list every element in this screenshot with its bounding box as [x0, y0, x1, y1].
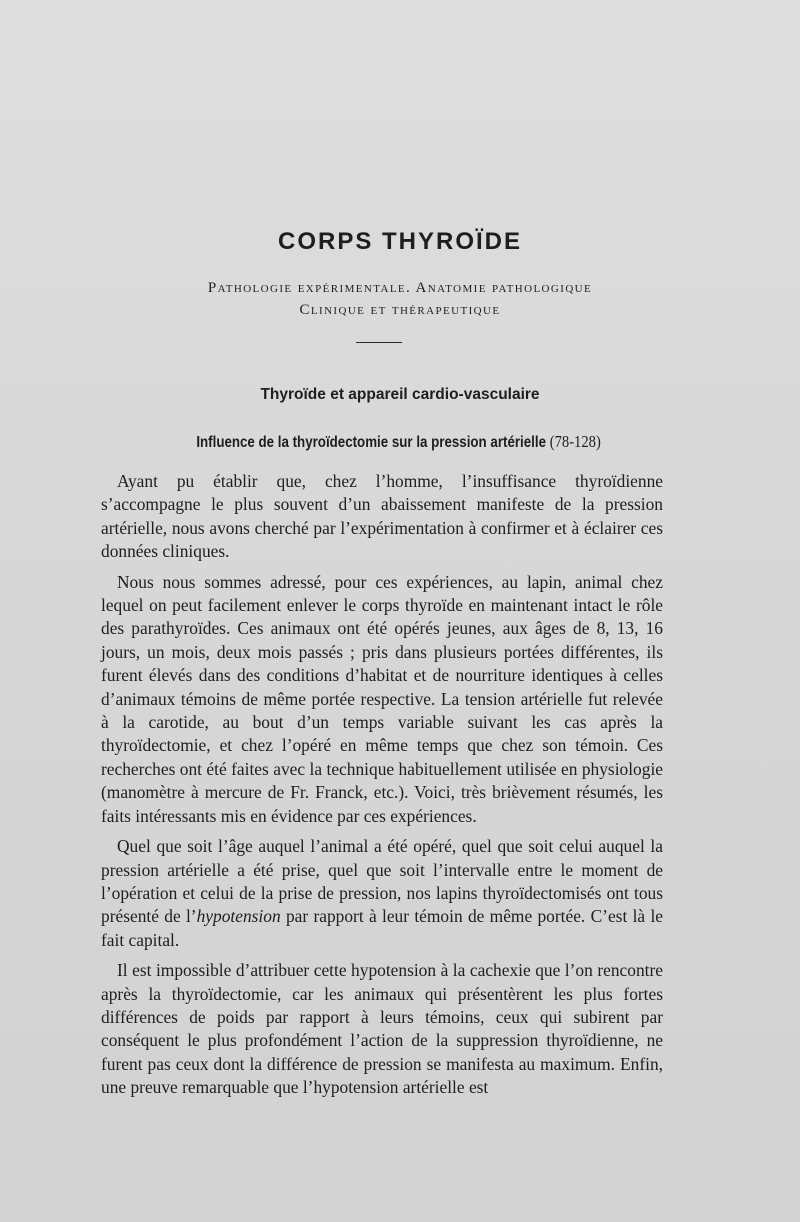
paragraph-3-emphasis: hypotension	[196, 906, 281, 927]
paragraph-4: Il est impossible d’attribuer cette hypotension à la cachexie que l’on rencontre après la thyroïdectomie, car les animaux qui présentèrent les plus fortes différences de poids par rapport à leurs témoins, ceux qui subirent par conséquent le plus profondément l’action de la suppression thyroïdienne, ne furent pas ceux dont la différence de pression se manifesta au maximum. Enfin, une preuve remarquable que l’hypotension artérielle est	[101, 960, 663, 1098]
subheading-line-1: Pathologie expérimentale. Anatomie pathologique	[207, 280, 593, 296]
paragraph-2: Nous nous sommes adressé, pour ces expériences, au lapin, animal chez lequel on peut facilement enlever le corps thyroïde en maintenant intact le rôle des parathyroïdes. Ces animaux ont été opérés jeunes, aux âges de 8, 13, 16 jours, un mois, deux mois passés ; pris dans plusieurs portées différentes, ils furent élevés dans des conditions d’habitat et de nourriture identiques à celles d’animaux témoins de même portée respective. La tension artérielle fut relevée à la carotide, au bout d’un temps variable suivant les cas après la thyroïdectomie, et chez l’opéré en même temps que chez son témoin. Ces recherches ont été faites avec la technique habituellement utilisée en physiologie (manomètre à mercure de Fr. Franck, etc.). Voici, très brièvement résumés, les faits intéressants mis en évidence par ces expériences.	[101, 571, 663, 826]
subsection-reference: (78-128)	[549, 432, 601, 451]
divider-rule	[356, 342, 402, 343]
paragraph-1: Ayant pu établir que, chez l’homme, l’insuffisance thyroïdienne s’accompagne le plus souvent d’un abaissement manifeste de la pression artérielle, nous avons cherché par l’expérimentation à confirmer et à éclairer ces données cliniques.	[101, 471, 663, 562]
chapter-title: CORPS THYROÏDE	[277, 228, 523, 255]
subheading-line-2: Clinique et thérapeutique	[299, 302, 501, 318]
body-text	[101, 470, 663, 1100]
paragraph-3-text-after: par rapport à leur témoin de même portée. C’est là le fait capital.	[101, 906, 663, 950]
subsection-title	[55, 432, 743, 452]
paragraph-3-text-before: Quel que soit l’âge auquel l’animal a été opéré, quel que soit celui auquel la pression artérielle a été prise, quel que soit l’intervalle entre le moment de l’opération et celui de la prise de pression, nos lapins thyroïdectomisés ont tous présenté de l’	[101, 836, 663, 927]
subsection-title-text: Influence de la thyroïdectomie sur la pression artérielle	[196, 434, 546, 451]
paragraph-3	[101, 835, 663, 952]
section-title: Thyroïde et appareil cardio-vasculaire	[260, 386, 540, 403]
